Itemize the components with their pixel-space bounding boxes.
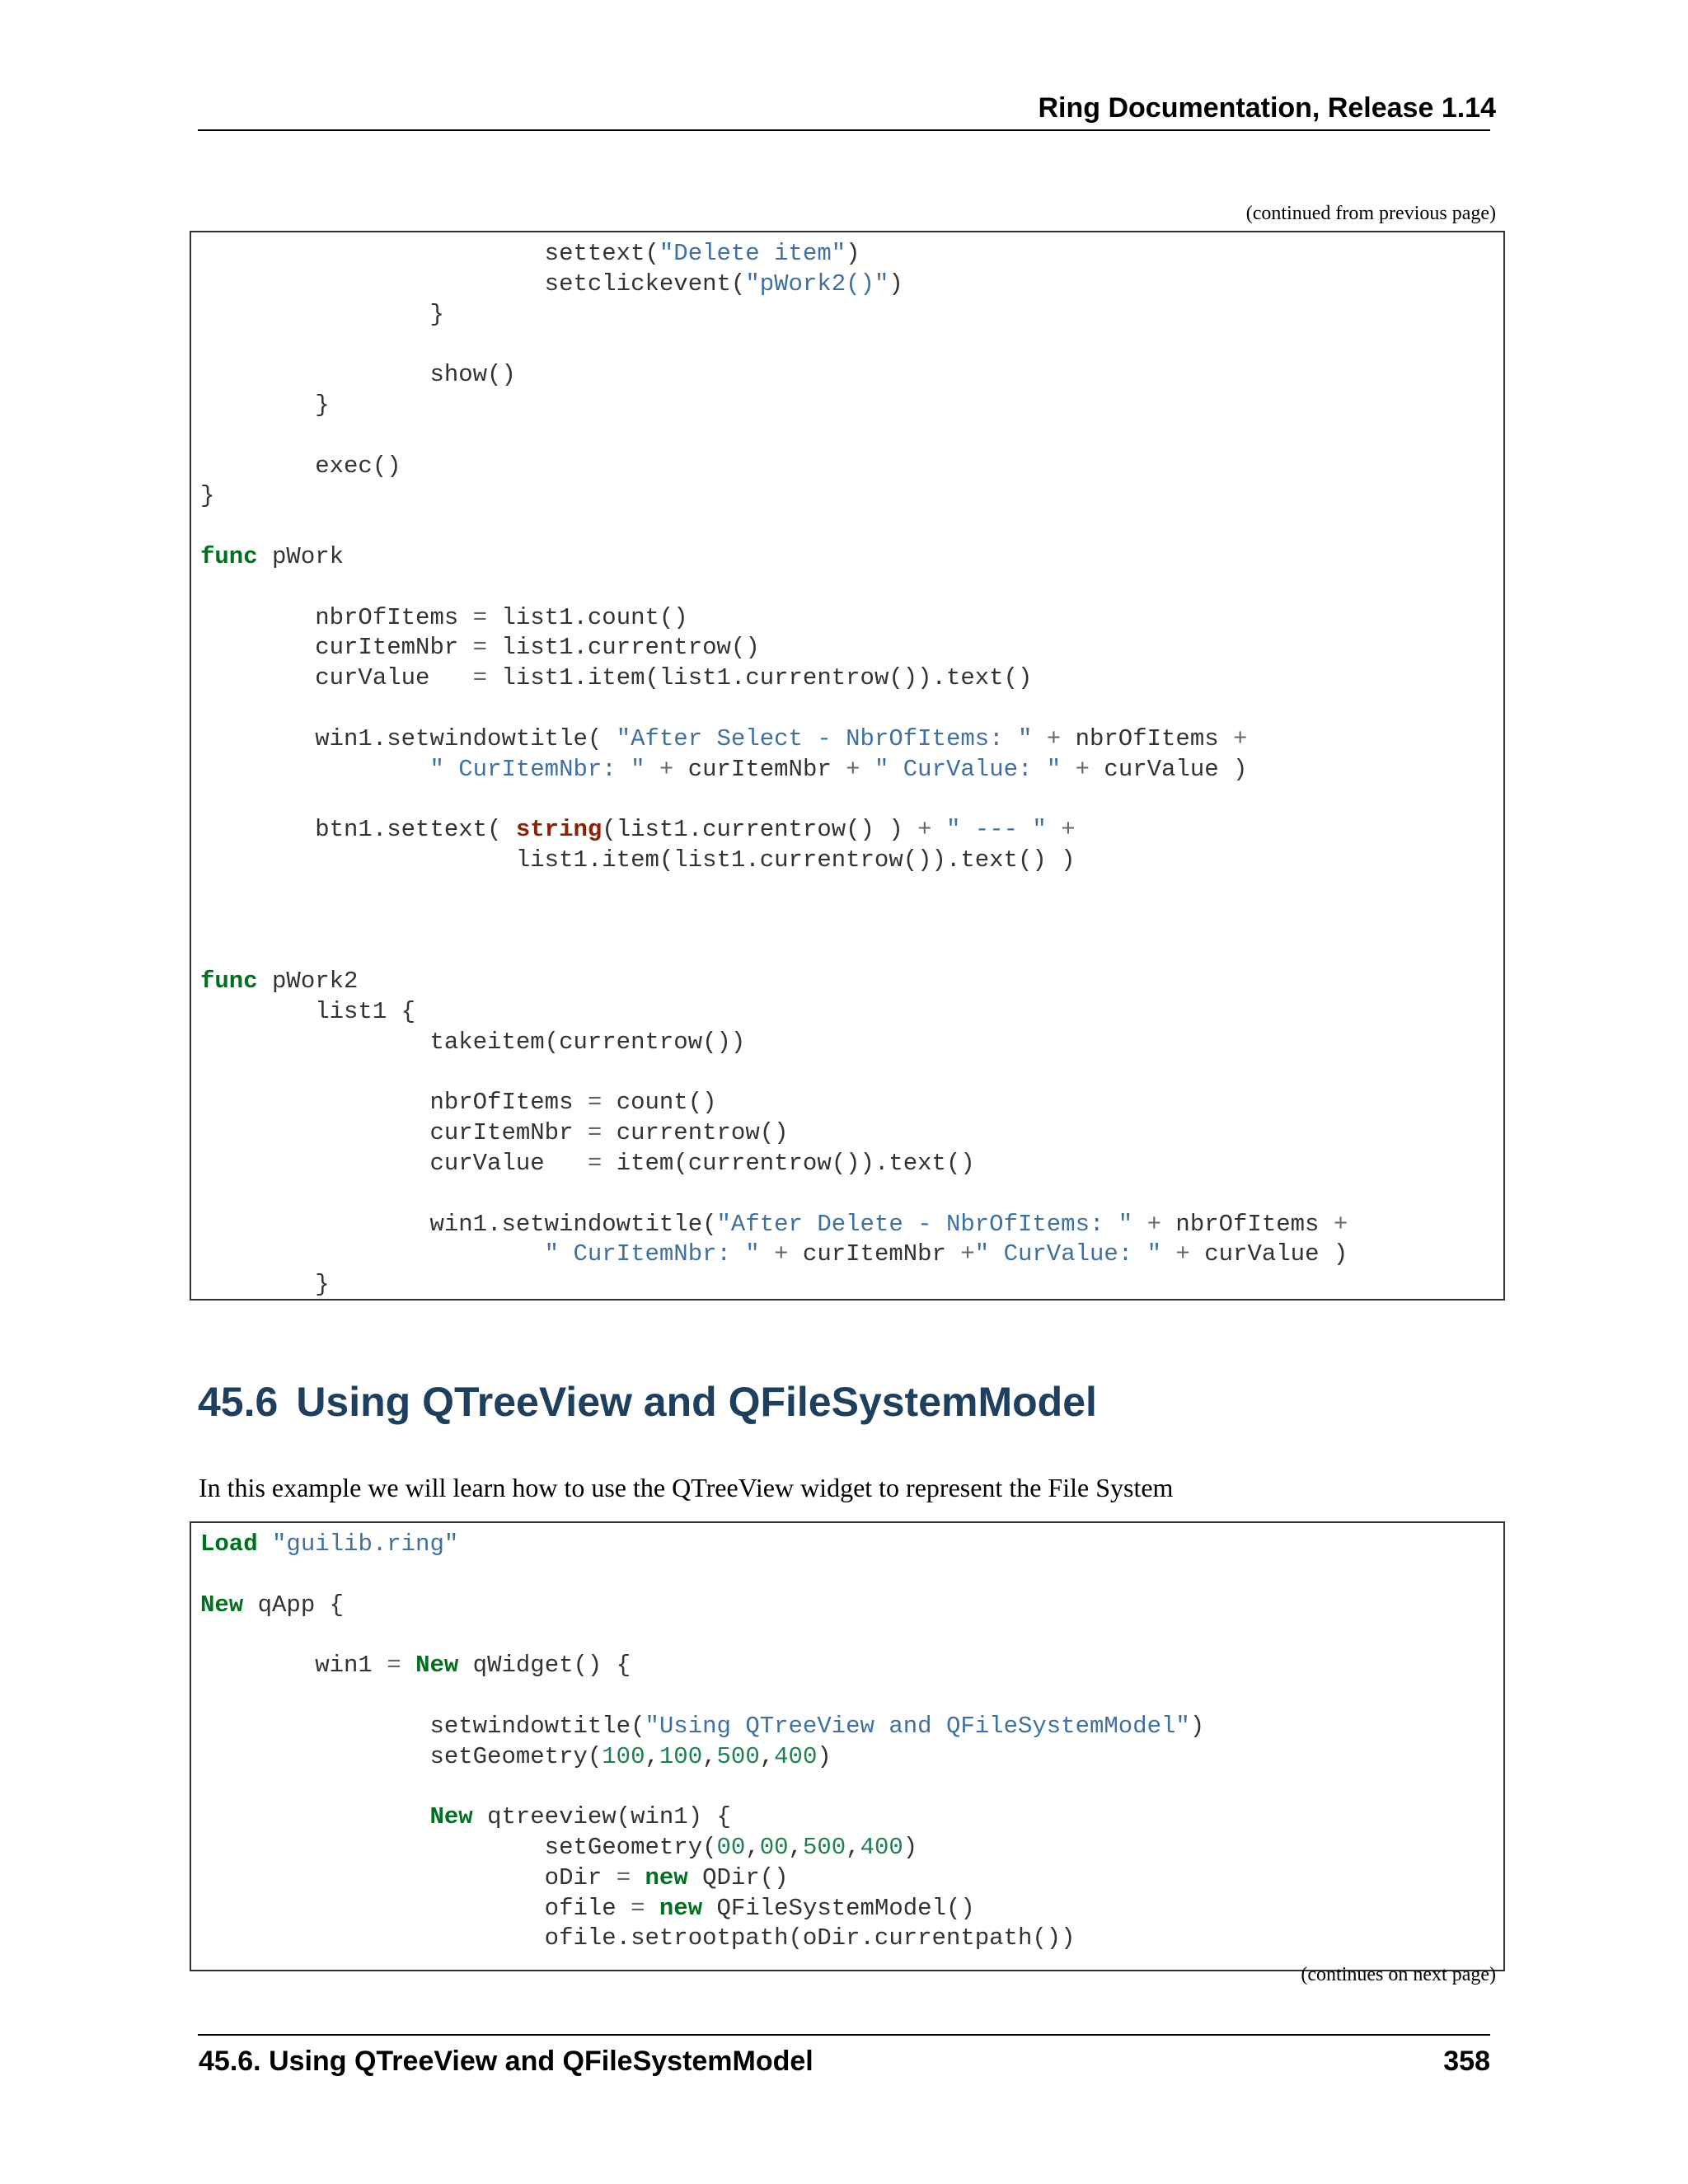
code-line bbox=[200, 543, 344, 570]
code-line bbox=[200, 1530, 458, 1558]
code-token: setwindowtitle( bbox=[200, 1712, 645, 1740]
code-token: ofile bbox=[200, 1894, 631, 1922]
code-line bbox=[200, 1864, 789, 1891]
section-title: Using QTreeView and QFileSystemModel bbox=[296, 1379, 1097, 1425]
code-block-1 bbox=[190, 231, 1505, 1301]
code-token: setclickevent( bbox=[200, 269, 746, 298]
code-line bbox=[200, 634, 760, 661]
code-line bbox=[200, 1271, 330, 1298]
code-line bbox=[200, 1652, 631, 1679]
code-token bbox=[932, 816, 946, 843]
code-block-1-content bbox=[191, 239, 1503, 1301]
code-token: nbrOfItems bbox=[200, 1089, 588, 1117]
code-token: " CurValue: " bbox=[974, 1240, 1162, 1268]
code-line bbox=[200, 1834, 917, 1861]
code-token: item(currentrow()).text() bbox=[602, 1149, 975, 1177]
code-line bbox=[200, 1591, 344, 1619]
code-token: = bbox=[587, 1149, 603, 1177]
code-token: " --- " bbox=[945, 816, 1047, 844]
code-token: + bbox=[917, 816, 932, 844]
code-token: list1.item(list1.currentrow()).text() bbox=[487, 664, 1033, 692]
code-token: takeitem(currentrow()) bbox=[200, 1028, 746, 1056]
code-token: = bbox=[387, 1652, 401, 1680]
code-token: ) bbox=[903, 1833, 918, 1861]
code-line bbox=[200, 1089, 717, 1116]
code-token: "guilib.ring" bbox=[272, 1530, 459, 1558]
code-token: list1 { bbox=[200, 997, 416, 1025]
code-token: btn1.settext( bbox=[200, 816, 516, 844]
code-line bbox=[200, 1803, 731, 1830]
code-token: func bbox=[200, 542, 258, 570]
code-token: = bbox=[472, 634, 488, 662]
footer-section-label: 45.6. Using QTreeView and QFileSystemModel bbox=[199, 2046, 814, 2077]
code-token: ) bbox=[1189, 1712, 1205, 1740]
code-token bbox=[200, 1803, 429, 1830]
code-line bbox=[200, 1119, 789, 1146]
code-token: ) bbox=[817, 1742, 832, 1770]
code-line bbox=[200, 270, 903, 298]
code-line bbox=[200, 604, 688, 631]
code-line bbox=[200, 756, 1247, 783]
code-token: "After Select - NbrOfItems: " bbox=[616, 724, 1033, 752]
code-token bbox=[860, 756, 874, 783]
code-line bbox=[200, 998, 415, 1025]
code-token: + bbox=[1061, 816, 1076, 844]
code-token: 00 bbox=[759, 1833, 789, 1861]
code-token: = bbox=[616, 1863, 631, 1891]
code-token: nbrOfItems bbox=[1161, 1210, 1334, 1238]
code-token: + bbox=[1175, 1240, 1190, 1268]
code-token: pWork bbox=[257, 542, 345, 570]
code-token: New bbox=[415, 1652, 459, 1680]
code-token: new bbox=[645, 1863, 688, 1891]
code-line bbox=[200, 1895, 975, 1922]
code-line bbox=[200, 1240, 1348, 1268]
code-token bbox=[1132, 1211, 1146, 1238]
code-token bbox=[401, 1652, 415, 1679]
code-line bbox=[200, 301, 444, 328]
code-token: } bbox=[200, 391, 330, 419]
code-token: "pWork2()" bbox=[745, 269, 889, 298]
code-token: exec() bbox=[200, 452, 401, 480]
code-token: list1.item(list1.currentrow()).text() ) bbox=[200, 846, 1076, 874]
code-token bbox=[1161, 1240, 1175, 1268]
code-token: nbrOfItems bbox=[1061, 724, 1234, 752]
code-token: 500 bbox=[802, 1833, 846, 1861]
code-token: = bbox=[587, 1119, 603, 1147]
code-token: , bbox=[645, 1742, 659, 1770]
code-line bbox=[200, 1924, 1076, 1952]
code-line bbox=[200, 482, 214, 509]
code-token: ) bbox=[846, 240, 860, 267]
code-token: + bbox=[960, 1240, 975, 1268]
code-token: New bbox=[200, 1591, 244, 1619]
code-token bbox=[1032, 725, 1046, 752]
header-rule bbox=[198, 129, 1490, 131]
code-token: + bbox=[774, 1240, 789, 1268]
code-line bbox=[200, 452, 401, 480]
code-token bbox=[200, 1240, 545, 1268]
code-token: ofile.setrootpath(oDir.currentpath()) bbox=[200, 1924, 1076, 1952]
code-token: "After Delete - NbrOfItems: " bbox=[716, 1210, 1133, 1238]
intro-paragraph: In this example we will learn how to use the QTreeView widget to represent the File System bbox=[199, 1473, 1174, 1502]
code-line bbox=[200, 1743, 832, 1770]
code-token bbox=[1061, 756, 1075, 783]
code-token: list1.currentrow() bbox=[487, 634, 760, 662]
code-token: , bbox=[745, 1833, 760, 1861]
code-token: Load bbox=[200, 1530, 258, 1558]
code-token: , bbox=[846, 1833, 860, 1861]
code-line bbox=[200, 816, 1076, 843]
footer-rule bbox=[198, 2034, 1490, 2036]
code-line bbox=[200, 968, 358, 995]
code-block-2 bbox=[190, 1521, 1505, 1971]
code-token bbox=[258, 1530, 272, 1558]
code-token: curItemNbr bbox=[673, 755, 846, 783]
code-token bbox=[645, 756, 659, 783]
code-token: 100 bbox=[659, 1742, 703, 1770]
code-token: " CurItemNbr: " bbox=[429, 755, 645, 783]
code-token: + bbox=[1333, 1210, 1348, 1238]
code-token: win1.setwindowtitle( bbox=[200, 724, 617, 752]
code-token: count() bbox=[602, 1089, 717, 1117]
code-token: setGeometry( bbox=[200, 1833, 717, 1861]
page-header-title: Ring Documentation, Release 1.14 bbox=[1038, 92, 1496, 124]
section-heading bbox=[198, 1378, 1097, 1426]
code-token: curItemNbr bbox=[200, 1119, 588, 1147]
code-line bbox=[200, 1029, 745, 1056]
code-token: settext( bbox=[200, 240, 659, 267]
code-token: , bbox=[788, 1833, 803, 1861]
code-token: qApp { bbox=[243, 1591, 345, 1619]
code-token: " CurValue: " bbox=[874, 755, 1062, 783]
code-token: = bbox=[631, 1894, 645, 1922]
code-token: = bbox=[472, 603, 488, 631]
code-token: = bbox=[472, 664, 488, 692]
code-token: 500 bbox=[716, 1742, 760, 1770]
code-token bbox=[760, 1240, 774, 1268]
footer-page-number: 358 bbox=[1443, 2046, 1490, 2077]
code-token: nbrOfItems bbox=[200, 603, 473, 631]
code-token: "Delete item" bbox=[659, 240, 846, 267]
code-token bbox=[1047, 816, 1061, 843]
code-token: 400 bbox=[774, 1742, 818, 1770]
code-token: = bbox=[587, 1089, 603, 1117]
code-token: 400 bbox=[860, 1833, 903, 1861]
code-token: show() bbox=[200, 361, 516, 389]
code-line bbox=[200, 1150, 975, 1177]
code-token: currentrow() bbox=[602, 1119, 789, 1147]
code-token: , bbox=[759, 1742, 775, 1770]
code-block-2-content bbox=[191, 1530, 1503, 1954]
code-token: + bbox=[659, 755, 674, 783]
code-token: + bbox=[1046, 724, 1062, 752]
code-token: , bbox=[702, 1742, 717, 1770]
code-token: 100 bbox=[602, 1742, 645, 1770]
code-token bbox=[645, 1895, 659, 1922]
code-token: list1.count() bbox=[487, 603, 688, 631]
code-token: curItemNbr bbox=[200, 634, 473, 662]
code-token: + bbox=[1146, 1210, 1162, 1238]
code-token: QFileSystemModel() bbox=[702, 1894, 975, 1922]
code-token: qtreeview(win1) { bbox=[472, 1803, 731, 1831]
code-token: New bbox=[429, 1803, 473, 1831]
code-token: QDir() bbox=[687, 1863, 789, 1891]
code-token: 00 bbox=[716, 1833, 746, 1861]
code-token bbox=[631, 1864, 645, 1891]
code-token: + bbox=[1075, 755, 1090, 783]
code-token: } bbox=[200, 300, 444, 328]
code-token: + bbox=[1233, 724, 1248, 752]
code-line bbox=[200, 846, 1076, 874]
code-token: string bbox=[515, 816, 603, 844]
code-token: new bbox=[659, 1894, 703, 1922]
code-line bbox=[200, 361, 516, 388]
code-token: curValue bbox=[200, 664, 473, 692]
code-line bbox=[200, 240, 860, 267]
code-token: oDir bbox=[200, 1863, 617, 1891]
code-token: curValue ) bbox=[1189, 1240, 1348, 1268]
code-token: + bbox=[846, 755, 860, 783]
code-token: curValue bbox=[200, 1149, 588, 1177]
code-token: curValue ) bbox=[1090, 755, 1248, 783]
code-token: } bbox=[200, 1271, 330, 1299]
code-token: (list1.currentrow() ) bbox=[602, 816, 918, 844]
code-token: pWork2 bbox=[257, 968, 359, 996]
code-token: setGeometry( bbox=[200, 1742, 603, 1770]
code-token: } bbox=[200, 482, 215, 510]
code-token: ) bbox=[889, 269, 903, 298]
code-line bbox=[200, 1713, 1204, 1740]
code-line bbox=[200, 1211, 1348, 1238]
code-token: win1 bbox=[200, 1652, 387, 1680]
code-token: win1.setwindowtitle( bbox=[200, 1210, 717, 1238]
continued-from-previous-note: (continued from previous page) bbox=[1245, 203, 1496, 224]
section-number: 45.6 bbox=[198, 1379, 279, 1425]
code-token bbox=[200, 756, 429, 783]
code-line bbox=[200, 391, 330, 419]
code-token: func bbox=[200, 968, 258, 996]
code-line bbox=[200, 664, 1032, 691]
code-line bbox=[200, 725, 1247, 752]
code-token: qWidget() { bbox=[458, 1652, 631, 1680]
continues-on-next-note: (continues on next page) bbox=[1301, 1964, 1496, 1985]
code-token: curItemNbr bbox=[788, 1240, 961, 1268]
code-token: "Using QTreeView and QFileSystemModel" bbox=[645, 1712, 1190, 1740]
code-token: " CurItemNbr: " bbox=[544, 1240, 760, 1268]
